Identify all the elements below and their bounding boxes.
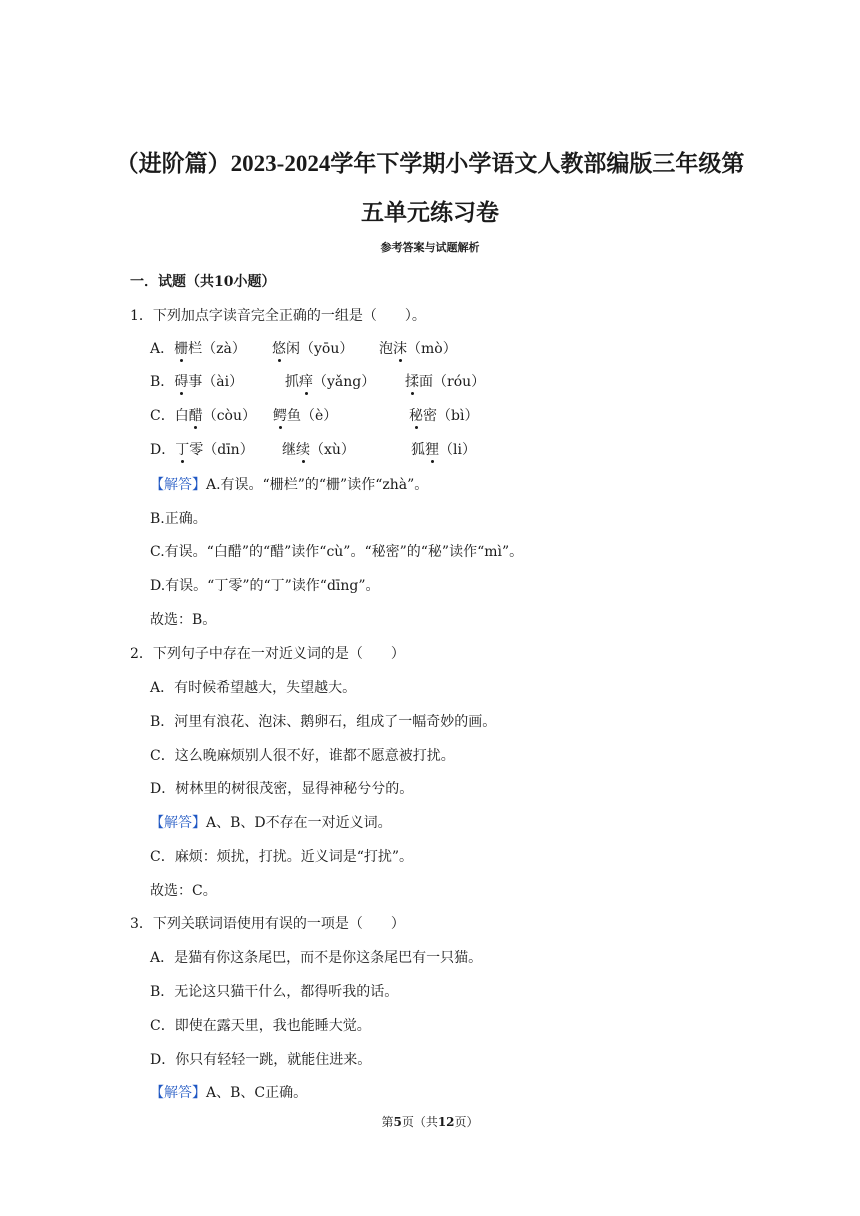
page-total: 12: [437, 1115, 455, 1129]
q1-answer-line3: C.有误。“白醋”的“醋”读作“cù”。“秘密”的“秘”读作“mì”。: [150, 544, 524, 560]
q1-option-b-word2: 抓痒（yǎng）: [285, 371, 375, 391]
q2-option-d: D．树林里的树很茂密，显得神秘兮兮的。: [150, 781, 414, 797]
q1-answer-line2: B.正确。: [150, 511, 207, 527]
q1-answer: 【解答】A.有误。“栅栏”的“栅”读作“zhà”。: [150, 477, 429, 493]
answer-tag: 【解答】: [150, 815, 206, 831]
document-subtitle: 参考答案与试题解析: [380, 241, 480, 254]
q1-conclusion: 故选：B。: [150, 612, 217, 628]
q2-answer: 【解答】A、B、D不存在一对近义词。: [150, 815, 392, 831]
q3-stem: 3．下列关联词语使用有误的一项是（ ）: [130, 916, 405, 932]
dotted-char: 痒: [299, 371, 313, 391]
dotted-char: 秘: [409, 405, 423, 425]
q1-answer-line4: D.有误。“丁零”的“丁”读作“dīng”。: [150, 578, 380, 594]
q2-conclusion: 故选：C。: [150, 883, 217, 899]
q2-stem: 2．下列句子中存在一对近义词的是（ ）: [130, 646, 405, 662]
dotted-char: 鳄: [273, 405, 287, 425]
q1-option-b: B．碍事（ài）: [150, 371, 243, 391]
option-word: 栅栏（zà）: [174, 341, 246, 357]
dotted-char: 醋: [189, 405, 203, 425]
q3-option-b: B．无论这只猫干什么，都得听我的话。: [150, 984, 399, 1000]
q2-answer-line2: C．麻烦：烦扰，打扰。近义词是“打扰”。: [150, 849, 414, 865]
q3-option-a: A．是猫有你这条尾巴，而不是你这条尾巴有一只猫。: [150, 950, 483, 966]
page-footer: 第5页（共12页）: [381, 1115, 479, 1129]
q1-option-c-word2: 鳄鱼（è）: [273, 405, 337, 425]
q1-option-d-word3: 狐狸（li）: [411, 439, 476, 459]
q2-option-b: B．河里有浪花、泡沫、鹅卵石，组成了一幅奇妙的画。: [150, 714, 497, 730]
answer-tag: 【解答】: [150, 477, 206, 493]
q3-option-c: C．即使在露天里，我也能睡大觉。: [150, 1018, 371, 1034]
dotted-char: 续: [296, 439, 310, 459]
q1-option-a-word2: 悠闲（yōu）: [272, 338, 353, 358]
page-number: 5: [393, 1115, 402, 1129]
q1-option-c-word3: 秘密（bì）: [409, 405, 478, 425]
option-label: D．: [150, 442, 176, 458]
q2-option-a: A．有时候希望越大，失望越大。: [150, 680, 357, 696]
option-label: B．: [150, 374, 175, 390]
q1-option-d-word2: 继续（xù）: [282, 439, 355, 459]
dotted-char: 沫: [393, 338, 407, 358]
dotted-char: 狸: [425, 439, 439, 459]
q1-option-d: D．丁零（dīn）: [150, 439, 254, 459]
document-title-line2: 五单元练习卷: [361, 200, 499, 225]
option-label: C．: [150, 408, 175, 424]
q1-option-c: C．白醋（còu）: [150, 405, 256, 425]
dotted-char: 丁: [175, 439, 189, 459]
q1-option-a-word3: 泡沫（mò）: [379, 338, 457, 358]
q1-option-b-word3: 揉面（róu）: [405, 371, 485, 391]
q1-option-a: [150, 338, 246, 358]
q1-stem: 1．下列加点字读音完全正确的一组是（ ）。: [130, 308, 426, 324]
q3-option-d: D．你只有轻轻一跳，就能住进来。: [150, 1052, 372, 1068]
q2-option-c: C．这么晚麻烦别人很不好，谁都不愿意被打扰。: [150, 748, 455, 764]
dotted-char: 悠: [272, 338, 286, 358]
answer-tag: 【解答】: [150, 1085, 206, 1101]
q3-answer: 【解答】A、B、C正确。: [150, 1085, 308, 1101]
dotted-char: 碍: [174, 371, 188, 391]
document-title-line1: （进阶篇）2023-2024学年下学期小学语文人教部编版三年级第: [115, 151, 745, 176]
dotted-char: 栅: [174, 338, 188, 358]
section-heading: 一．试题（共10小题）: [130, 274, 276, 290]
option-label: A．: [150, 341, 175, 357]
dotted-char: 揉: [405, 371, 419, 391]
